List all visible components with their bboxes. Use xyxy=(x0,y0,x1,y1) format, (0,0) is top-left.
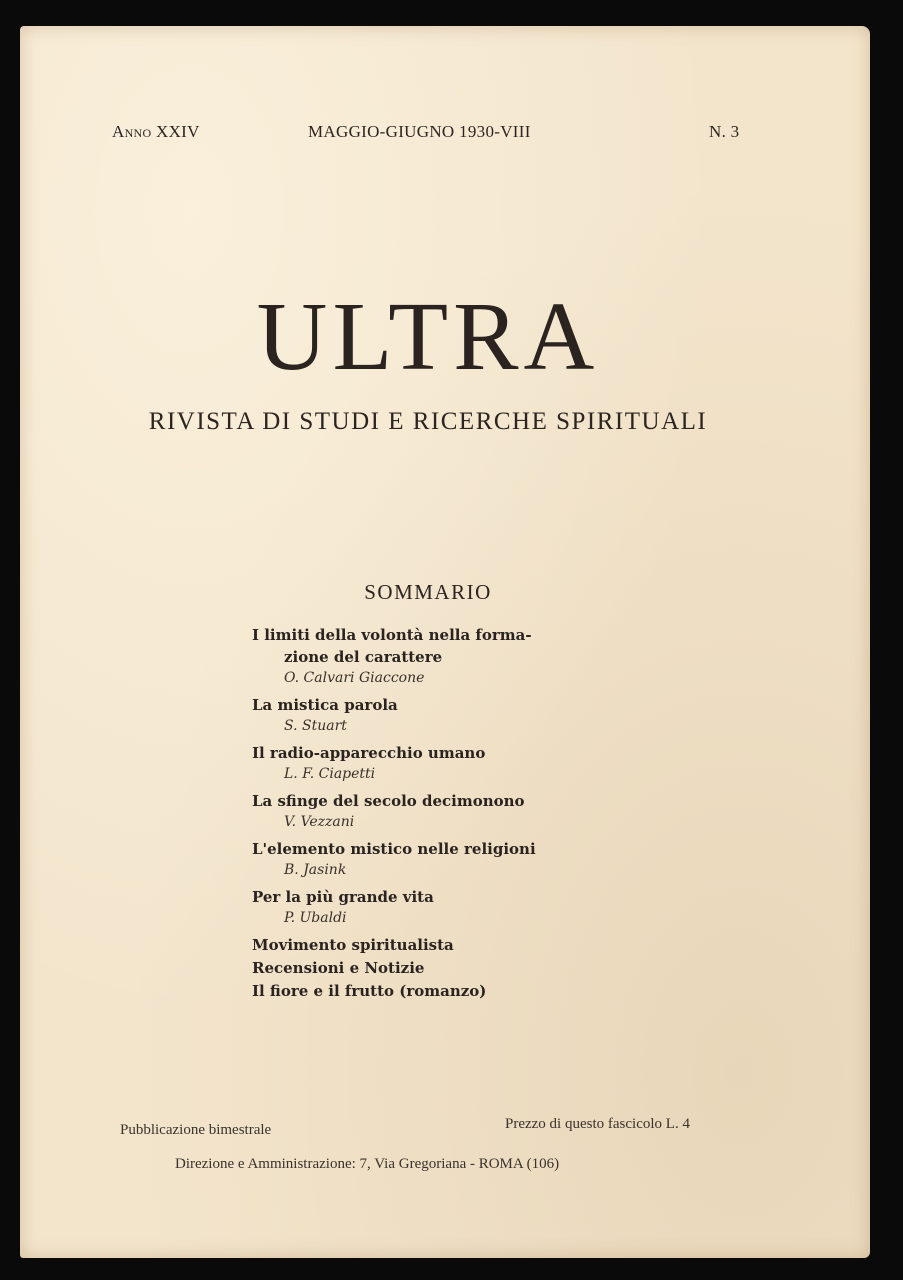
toc-title: Il radio-apparecchio umano xyxy=(252,744,486,762)
toc-author: V. Vezzani xyxy=(284,814,355,830)
toc-author: P. Ubaldi xyxy=(284,910,347,926)
toc-item xyxy=(252,742,536,784)
toc-item xyxy=(252,886,536,928)
toc-title: Recensioni e Notizie xyxy=(252,959,425,977)
toc-title: I limiti della volontà nella forma- xyxy=(252,626,532,644)
toc-title: La sfinge del secolo decimonono xyxy=(252,792,525,810)
toc-item xyxy=(252,790,536,832)
toc-author: S. Stuart xyxy=(284,718,347,734)
toc-item xyxy=(252,624,536,688)
toc-title: Movimento spiritualista xyxy=(252,936,454,954)
toc-item xyxy=(252,934,536,956)
toc-author: O. Calvari Giaccone xyxy=(284,670,425,686)
issue-number: N. 3 xyxy=(709,122,740,141)
toc-item xyxy=(252,838,536,880)
toc-title: L'elemento mistico nelle religioni xyxy=(252,840,536,858)
magazine-title: ULTRA xyxy=(256,283,600,391)
toc-title: Per la più grande vita xyxy=(252,888,434,906)
toc-title: Il fiore e il frutto (romanzo) xyxy=(252,982,487,1000)
magazine-subtitle: RIVISTA DI STUDI E RICERCHE SPIRITUALI xyxy=(148,408,708,435)
toc-item xyxy=(252,980,536,1002)
toc-author: B. Jasink xyxy=(284,862,347,878)
toc-item xyxy=(252,694,536,736)
issue-date: MAGGIO-GIUGNO 1930-VIII xyxy=(308,122,531,141)
issue-year: Anno XXIV xyxy=(112,122,200,141)
publisher-address: Direzione e Amministrazione: 7, Via Gregoriana - ROMA (106) xyxy=(175,1156,560,1172)
toc-item xyxy=(252,957,536,979)
contents-heading: SOMMARIO xyxy=(364,580,492,604)
magazine-cover xyxy=(20,26,870,1258)
toc-title: La mistica parola xyxy=(252,696,398,714)
toc-author: L. F. Ciapetti xyxy=(284,766,376,782)
toc-title-continued: zione del carattere xyxy=(284,648,443,666)
table-of-contents xyxy=(252,624,536,1008)
issue-price: Prezzo di questo fascicolo L. 4 xyxy=(505,1116,690,1132)
publication-frequency: Pubblicazione bimestrale xyxy=(120,1122,272,1138)
